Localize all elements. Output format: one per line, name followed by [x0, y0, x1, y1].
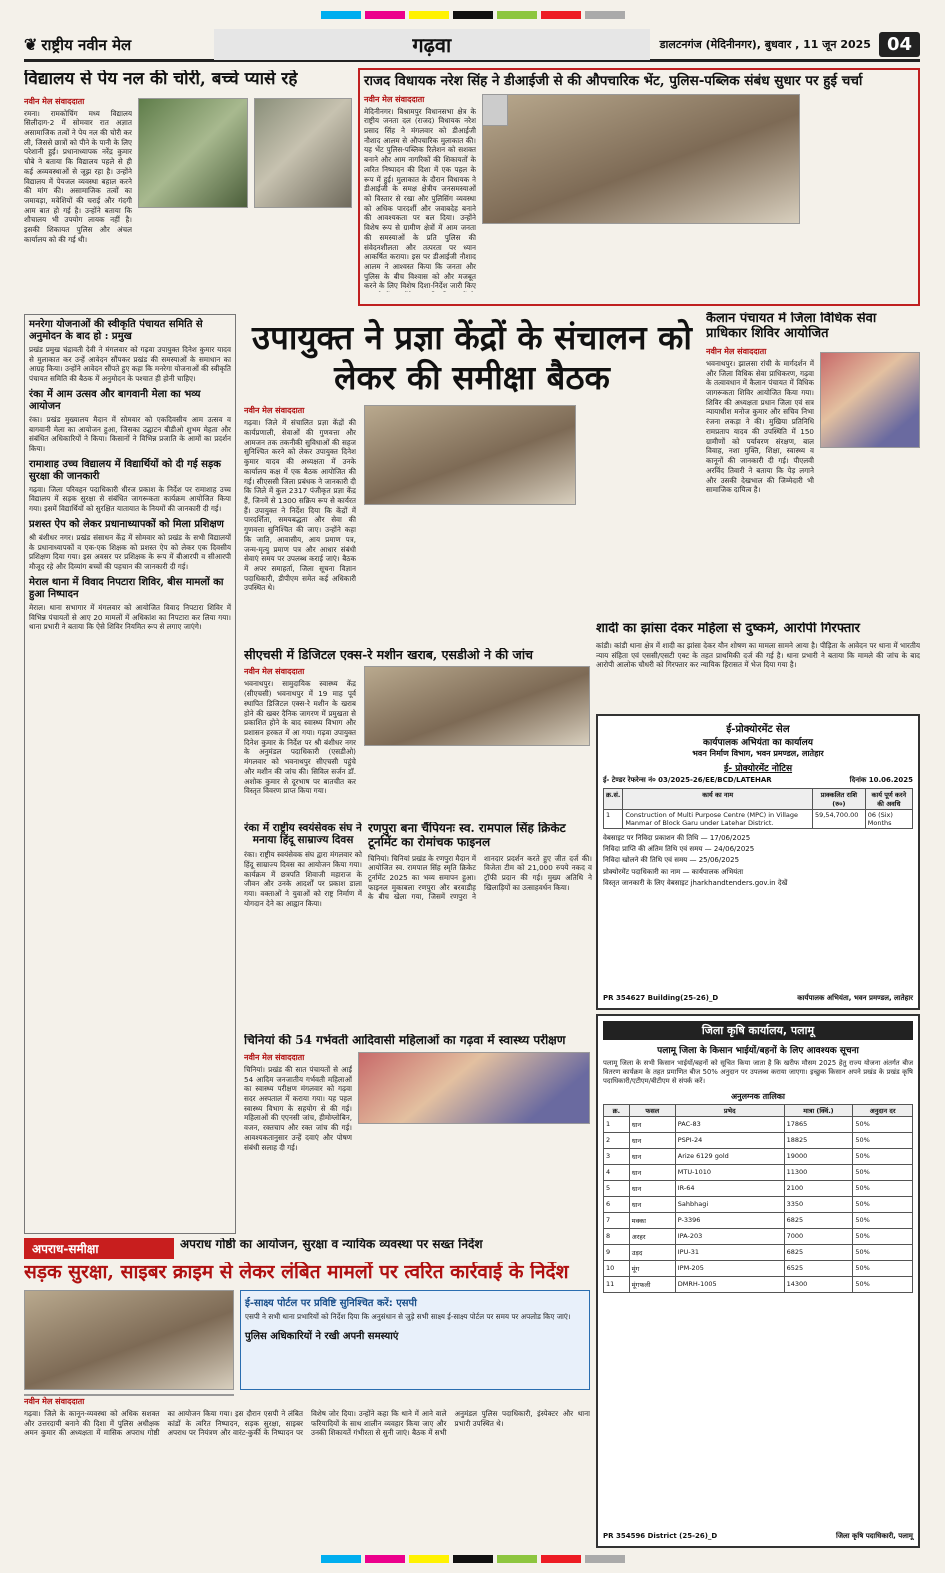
byline: नवीन मेल संवाददाता	[706, 346, 767, 356]
table-cell: धान	[629, 1164, 675, 1180]
table-cell: 50%	[853, 1164, 913, 1180]
crime-meeting-photo-1	[24, 1290, 234, 1390]
left-column-briefs	[24, 314, 236, 1234]
article-body: गढ़वा। जिले के कानून-व्यवस्था को अधिक सशक्त और उत्तरदायी बनाने की दिशा में पुलिस अधीक्षक अमन कुमार की अध्यक्षता में मासिक अपराध गोष्ठी का आयोजन किया गया। इस दौरान एसपी ने लंबित कांडों के त्वरित निष्पादन, सड़क सुरक्षा, साइबर अपराध पर नियंत्रण और वारंट-कुर्की के निष्पादन पर विशेष जोर दिया। उन्होंने कहा कि थाने में आने वाले फरियादियों के साथ शालीन व्यवहार किया जाए और उनकी शिकायतें गंभीरता से सुनी जाएं। बैठक में सभी अनुमंडल पुलिस पदाधिकारी, इंस्पेक्टर और थाना प्रभारी उपस्थित थे।	[24, 1408, 590, 1438]
table-cell: 11	[604, 1276, 630, 1292]
table-cell: 4	[604, 1164, 630, 1180]
headline: विद्यालय से पेय नल की चोरी, बच्चे प्यासे रहे	[24, 70, 298, 89]
brief-headline: प्रशस्त ऐप को लेकर प्रधानाध्यापकों को मिला प्रशिक्षण	[29, 518, 224, 530]
byline: नवीन मेल संवाददाता	[244, 1052, 305, 1062]
table-row	[604, 1148, 913, 1164]
table-row	[604, 1276, 913, 1292]
article-rss-hindu-samrajya	[244, 822, 362, 1032]
tender-work: Construction of Multi Purpose Centre (MPC) in Village Manmar of Block Garu under Latehar District.	[623, 810, 813, 829]
table-row	[604, 1228, 913, 1244]
table-cell: PAC-83	[675, 1116, 784, 1132]
agri-header: प्रभेद	[675, 1104, 784, 1116]
article-xray-machine	[244, 648, 590, 818]
agri-header: फसल	[629, 1104, 675, 1116]
brief-headline: मनरेगा योजनाओं की स्वीकृति पंचायत समिति से अनुमोदन के बाद हो : प्रमुख	[29, 319, 203, 342]
masthead	[24, 30, 920, 62]
table-cell: मूंगफली	[629, 1276, 675, 1292]
agri-title: पलामू जिला के किसान भाईयों/बहनों के लिए आवश्यक सूचना	[657, 1046, 859, 1056]
article-mla-dig-meeting	[358, 68, 920, 306]
agri-pr: PR 354596 District (25-26)_D	[603, 1532, 718, 1540]
tender-office: कार्यपालक अभियंता का कार्यालय	[703, 738, 813, 748]
tender-line: प्रोक्योरमेंट पदाधिकारी का नाम — कार्यपालक अभियंता	[603, 867, 744, 876]
table-cell: 19000	[784, 1148, 853, 1164]
topline-headline: अपराध गोष्ठी का आयोजन, सुरक्षा व न्यायिक व्यवस्था पर सख्त निर्देश	[180, 1238, 483, 1251]
brief-headline: रामाशाह उच्च विद्यालय में विद्यार्थियों को दी गई सड़क सुरक्षा की जानकारी	[29, 458, 221, 482]
agri-header: अनुदान दर	[853, 1104, 913, 1116]
byline: नवीन मेल संवाददाता	[24, 96, 85, 106]
agri-table-title: अनुलग्नक तालिका	[731, 1091, 785, 1101]
table-cell: IPA-203	[675, 1228, 784, 1244]
brief-headline: मेराल थाना में विवाद निपटारा शिविर, बीस मामलों का हुआ निष्पादन	[29, 576, 224, 600]
table-cell: 6825	[784, 1212, 853, 1228]
article-body: भवनाथपुर। सामुदायिक स्वास्थ्य केंद्र (सीएचसी) भवनाथपुर में 19 माह पूर्व स्थापित डिजिटल एक्स-रे मशीन के खराब होने की खबर दैनिक जागरण में प्रमुखता से प्रकाशित होने के बाद स्वास्थ्य विभाग और प्रशासन हरकत में आ गया। गढ़वा उपायुक्त दिनेश कुमार के निर्देश पर श्री बंशीधर नगर के अनुमंडल पदाधिकारी (एसडीओ) मंगलवार को भवनाथपुर सीएचसी पहुंचे और मशीन की जांच की। सिविल सर्जन डॉ. अशोक कुमार से दूरभाष पर बातचीत कर विस्तृत विवरण प्राप्त किया गया।	[244, 679, 356, 796]
table-cell: 50%	[853, 1132, 913, 1148]
table-cell: मूंग	[629, 1260, 675, 1276]
table-cell: Sahbhagi	[675, 1196, 784, 1212]
agri-header: मात्रा (क्विं.)	[784, 1104, 853, 1116]
article-side-note	[806, 94, 916, 289]
table-cell: DMRH-1005	[675, 1276, 784, 1292]
table-cell: 10	[604, 1260, 630, 1276]
brand	[24, 35, 204, 55]
table-cell: 6525	[784, 1260, 853, 1276]
box-text: एसपी ने सभी थाना प्रभारियों को निर्देश दिया कि अनुसंधान से जुड़े सभी साक्ष्य ई-साक्ष्य पोर्टल पर समय पर अपलोड किए जाएं।	[245, 1311, 571, 1321]
agri-table	[603, 1104, 913, 1293]
byline: नवीन मेल संवाददाता	[364, 94, 425, 104]
table-cell: IPU-31	[675, 1244, 784, 1260]
quote-title: पुलिस अधिकारियों ने रखी अपनी समस्याएं	[245, 1330, 399, 1342]
headline: कैलान पंचायत में जिला विधिक सेवा प्राधिकार शिविर आयोजित	[706, 312, 877, 341]
table-row	[604, 1132, 913, 1148]
bird-logo-icon: ❦	[24, 35, 38, 54]
tender-sn: 1	[604, 810, 623, 829]
table-cell: उड़द	[629, 1244, 675, 1260]
article-crime-review	[24, 1262, 590, 1546]
tender-table	[603, 788, 913, 829]
tender-line: विस्तृत जानकारी के लिए वेबसाइट jharkhandtenders.gov.in देखें	[603, 878, 788, 887]
box-title: ई-साक्ष्य पोर्टल पर प्रविष्टि सुनिश्चित करें: एसपी	[245, 1297, 417, 1309]
headline: शादी का झांसा देकर महिला से दुष्कर्म, आरोपी गिरफ्तार	[596, 622, 860, 636]
brief-body: गढ़वा। जिला परिवहन पदाधिकारी धीरज प्रकाश के निर्देश पर रामाशाह उच्च विद्यालय में सड़क सुरक्षा से संबंधित जागरूकता कार्यक्रम आयोजित किया गया। इसमें विद्यार्थियों को सुरक्षित यातायात के नियमों की जानकारी दी गई।	[29, 484, 231, 514]
esakshya-box	[240, 1290, 590, 1390]
table-cell: 3	[604, 1148, 630, 1164]
section-title: गढ़वा	[214, 29, 650, 60]
tender-cost: 59,54,700.00	[813, 810, 866, 829]
tender-ref: ई- टेण्डर रेफरेन्स नं० 03/2025-26/EE/BCD/LATEHAR	[603, 776, 772, 784]
table-cell: 9	[604, 1244, 630, 1260]
table-cell: 18825	[784, 1132, 853, 1148]
table-cell: 14300	[784, 1276, 853, 1292]
table-cell: 3350	[784, 1196, 853, 1212]
table-cell: धान	[629, 1132, 675, 1148]
crime-topline	[180, 1238, 590, 1258]
table-row	[604, 1260, 913, 1276]
table-cell: 50%	[853, 1228, 913, 1244]
table-cell: धान	[629, 1116, 675, 1132]
broken-tap-photo	[254, 98, 352, 208]
registration-bar-top	[0, 8, 945, 22]
table-cell: 1	[604, 1116, 630, 1132]
article-pragya-kendra-review	[244, 318, 700, 648]
brief-headline: रंका में आम उत्सव और बागवानी मेला का भव्य आयोजन	[29, 388, 201, 412]
article-body-cont	[584, 405, 700, 620]
health-checkup-photo	[358, 1052, 590, 1124]
tender-date: दिनांक 10.06.2025	[849, 776, 913, 784]
tender-details	[603, 833, 913, 889]
article-cricket-final	[368, 822, 592, 1032]
brief-body: प्रखंड प्रमुख चंद्रावती देवी ने मंगलवार को गढ़वा उपायुक्त दिनेश कुमार यादव से मुलाकात कर उन्हें आवेदन सौंपकर प्रखंड की समस्याओं के समाधान का आग्रह किया। उन्होंने आवेदन सौंपते हुए कहा कि मनरेगा योजनाओं की स्वीकृति पंचायत समिति की बैठक में अनुमोदन के पश्चात ही होनी चाहिए।	[29, 345, 231, 384]
school-photo	[138, 98, 248, 208]
crime-review-label: अपराध-समीक्षा	[24, 1238, 174, 1259]
tender-cell: ई-प्रोक्योरमेंट सेल	[726, 724, 790, 735]
article-school-tap-theft	[24, 70, 352, 312]
headline: सड़क सुरक्षा, साइबर क्राइम से लेकर लंबित मामलों पर त्वरित कार्रवाई के निर्देश	[24, 1262, 569, 1283]
table-cell: 2	[604, 1132, 630, 1148]
headline: सीएचसी में डिजिटल एक्स-रे मशीन खराब, एसडीओ ने की जांच	[244, 648, 533, 662]
brief-body: श्री बंशीधर नगर। प्रखंड संसाधन केंद्र में सोमवार को प्रखंड के सभी विद्यालयों के प्रधानाध्यापकों व एक-एक शिक्षक को प्रशस्त ऐप को लेकर एक दिवसीय प्रशिक्षण दिया गया। इस अवसर पर प्रशिक्षक के रूप में बीआरपी व सीआरपी मौजूद रहे और दिव्यांग बच्चों की पहचान की जानकारी दी गई।	[29, 532, 231, 572]
article-pregnant-women-checkup	[244, 1034, 590, 1232]
table-cell: 50%	[853, 1116, 913, 1132]
byline: नवीन मेल संवाददाता	[244, 667, 305, 677]
xray-inspection-photo	[364, 666, 590, 746]
table-cell: 11300	[784, 1164, 853, 1180]
tender-line: निविदा प्राप्ति की अंतिम तिथि एवं समय — 24/06/2025	[603, 845, 755, 854]
article-body: रंका। राष्ट्रीय स्वयंसेवक संघ द्वारा मंगलवार को हिंदू साम्राज्य दिवस का आयोजन किया गया। कार्यक्रम में छत्रपति शिवाजी महाराज के जीवन और उनके आदर्शों पर प्रकाश डाला गया। वक्ताओं ने युवाओं को राष्ट्र निर्माण में योगदान देने का आह्वान किया।	[244, 850, 362, 908]
article-body: गढ़वा। जिले में संचालित प्रज्ञा केंद्रों की कार्यप्रणाली, सेवाओं की गुणवत्ता और आमजन तक तकनीकी सुविधाओं की सहज सुनिश्चित करने को लेकर उपायुक्त दिनेश कुमार यादव की अध्यक्षता में उनके कार्यालय कक्ष में एक बैठक आयोजित की गई। सीएससी जिला प्रबंधक ने जानकारी दी कि जिले में कुल 2317 पंजीकृत प्रज्ञा केंद्र हैं, जिनमें से 1300 सक्रिय रूप से कार्यरत हैं। उपायुक्त ने निर्देश दिया कि केंद्रों में पारदर्शिता, समयबद्धता और सेवा की गुणवत्ता सुनिश्चित की जाए। उन्होंने कहा कि जाति, आवासीय, आय प्रमाण पत्र, जन्म-मृत्यु प्रमाण पत्र और आधार संबंधी सेवाएं समय पर उपलब्ध कराई जाएं। बैठक में अपर समाहर्ता, जिला सूचना विज्ञान पदाधिकारी, डीपीएम समेत कई अधिकारी उपस्थित थे।	[244, 418, 356, 593]
legal-camp-photo	[820, 352, 920, 448]
article-body: चिनियां। प्रखंड की सात पंचायतों से आईं 54 आदिम जनजातीय गर्भवती महिलाओं का स्वास्थ्य परीक्षण मंगलवार को गढ़वा सदर अस्पताल में कराया गया। यह पहल स्वास्थ्य विभाग के सहयोग से की गई। महिलाओं की एएनसी जांच, हीमोग्लोबिन, वजन, रक्तचाप और रक्त जांच की गई। आवश्यकतानुसार उन्हें दवाएं और पोषण संबंधी सलाह दी गई।	[244, 1064, 352, 1152]
agriculture-notice	[596, 1014, 920, 1548]
tender-dept: भवन निर्माण विभाग, भवन प्रमण्डल, लातेहार	[692, 749, 824, 758]
article-body: कांडी। कांडी थाना क्षेत्र में शादी का झांसा देकर यौन शोषण का मामला सामने आया है। पीड़िता के आवेदन पर थाना में भारतीय न्याय संहिता एवं एससी/एसटी एक्ट के तहत प्राथमिकी दर्ज की गई है। थाना प्रभारी ने बताया कि मामले की जांच के बाद आरोपी आलोक चौधरी को गिरफ्तार कर न्यायिक हिरासत में भेज दिया गया है।	[596, 640, 920, 670]
table-cell: PSPI-24	[675, 1132, 784, 1148]
article-marriage-fraud-arrest	[596, 622, 920, 710]
table-row	[604, 1244, 913, 1260]
tender-notice-title: ई- प्रोक्योरमेंट नोटिस	[723, 764, 793, 774]
table-cell: 50%	[853, 1196, 913, 1212]
review-meeting-photo	[364, 405, 576, 505]
table-cell: 5	[604, 1180, 630, 1196]
headline: रणपुरा बना चैंपियनः स्व. रामपाल सिंह क्रिकेट टूर्नामेंट का रोमांचक फाइनल	[368, 822, 566, 849]
tender-line: वेबसाइट पर निविदा प्रकाशन की तिथि — 17/06/2025	[603, 834, 751, 842]
main-headline: उपायुक्त ने प्रज्ञा केंद्रों के संचालन को लेकर की समीक्षा बैठक	[252, 318, 692, 397]
table-cell: 50%	[853, 1148, 913, 1164]
table-cell: MTU-1010	[675, 1164, 784, 1180]
tender-line: निविदा खोलने की तिथि एवं समय — 25/06/2025	[603, 856, 740, 865]
table-cell: 50%	[853, 1180, 913, 1196]
tender-header: कार्य पूर्ण करने की अवधि	[865, 789, 912, 810]
brief-body: रंका। प्रखंड मुख्यालय मैदान में सोमवार को एकदिवसीय आम उत्सव व बागवानी मेला का आयोजन हुआ, जिसका उद्घाटन बीडीओ शुभम मेहता और संबंधित अधिकारियों ने किया। किसानों ने विभिन्न प्रजाति के आमों का प्रदर्शन किया।	[29, 414, 231, 454]
table-cell: धान	[629, 1196, 675, 1212]
table-cell: 50%	[853, 1260, 913, 1276]
article-body: रमना। रामकोचिंग मध्य विद्यालय सिलीदाग-2 में सोमवार रात अज्ञात असामाजिक तत्वों ने पेय नल की चोरी कर ली, जिससे छात्रों को पीने के पानी के लिए परेशानी हुई। प्रधानाध्यापक नरेंद्र कुमार चौबे ने बताया कि विद्यालय पहले से ही कई अव्यवस्थाओं से जूझ रहा है। उन्होंने विद्यालय में पेयजल व्यवस्था बहाल करने की मांग की। असामाजिक तत्वों का जमावड़ा, मवेशियों की चराई और गंदगी आम बात हो गई है। उन्होंने बताया कि शौचालय भी उपयोग लायक नहीं है। इसकी शिकायत पुलिस और अंचल कार्यालय को की गई थी।	[24, 108, 132, 244]
table-row	[604, 1180, 913, 1196]
brand-name: राष्ट्रीय नवीन मेल	[41, 35, 132, 54]
tender-header: कार्य का नाम	[623, 789, 813, 810]
agri-header: क्र.	[604, 1104, 630, 1116]
brief-body: मेराल। थाना सभागार में मंगलवार को आयोजित विवाद निपटारा शिविर में विभिन्न पंचायतों से आए 20 मामलों में अधिकांश का निपटारा कर लिया गया। थाना प्रभारी ने बताया कि ऐसे शिविर नियमित रूप से लगाए जाएंगे।	[29, 602, 231, 632]
headline: राजद विधायक नरेश सिंह ने डीआईजी से की औपचारिक भेंट, पुलिस-पब्लिक संबंध सुधार पर हुई चर्चा	[364, 73, 863, 89]
table-cell: 6	[604, 1196, 630, 1212]
table-cell: धान	[629, 1148, 675, 1164]
table-cell: धान	[629, 1180, 675, 1196]
table-cell: 50%	[853, 1276, 913, 1292]
table-cell: 7	[604, 1212, 630, 1228]
table-cell: 50%	[853, 1212, 913, 1228]
dig-meeting-photo	[482, 94, 800, 224]
tender-header: प्राक्कलित राशि (रु०)	[813, 789, 866, 810]
table-row	[604, 1116, 913, 1132]
table-row	[604, 1164, 913, 1180]
agri-sign: जिला कृषि पदाधिकारी, पलामू	[836, 1532, 913, 1540]
agri-body: पलामू जिला के सभी किसान भाईयों/बहनों को सूचित किया जाता है कि खरीफ मौसम 2025 हेतु राज्य योजना अंतर्गत बीज वितरण कार्यक्रम के तहत प्रमाणित बीज 50% अनुदान पर उपलब्ध कराया जाएगा। इच्छुक किसान अपने प्रखंड के प्रखंड कृषि पदाधिकारी/एटीएम/बीटीएम से संपर्क करें।	[603, 1059, 913, 1086]
table-cell: 7000	[784, 1228, 853, 1244]
dateline: डालटनगंज (मेदिनीनगर), बुधवार , 11 जून 2025	[659, 38, 871, 51]
registration-bar-bottom	[0, 1552, 945, 1566]
article-body: मेदिनीनगर। विश्रामपुर विधानसभा क्षेत्र के राष्ट्रीय जनता दल (राजद) विधायक नरेश प्रसाद सिंह ने मंगलवार को डीआईजी नौशाद आलम से औपचारिक मुलाकात की। यह भेंट पुलिस-पब्लिक रिलेशन को सशक्त बनाने और आम नागरिकों की शिकायतों के त्वरित निष्पादन की दिशा में एक पहल के रूप में हुई। मुलाकात के दौरान विधायक ने डीआईजी के समक्ष क्षेत्रीय जनसमस्याओं को विस्तार से रखा और पुलिसिंग व्यवस्था को अधिक पारदर्शी और जवाबदेह बनाने की आवश्यकता पर बल दिया। उन्होंने विशेष रूप से ग्रामीण क्षेत्रों में आम जनता की समस्याओं के प्रति पुलिस की संवेदनशीलता और तत्परता पर ध्यान आकर्षित कराया। इस पर डीआईजी नौशाद आलम ने आश्वस्त किया कि जनता और पुलिस के बीच विश्वास को और मजबूत करने के लिए विशेष दिशा-निर्देश जारी किए	[364, 106, 476, 291]
article-legal-camp	[706, 312, 920, 617]
table-row	[604, 1212, 913, 1228]
table-cell: P-3396	[675, 1212, 784, 1228]
table-cell: IPM-205	[675, 1260, 784, 1276]
table-cell: मक्का	[629, 1212, 675, 1228]
table-cell: 50%	[853, 1244, 913, 1260]
byline: नवीन मेल संवाददाता	[24, 1396, 85, 1406]
table-cell: 8	[604, 1228, 630, 1244]
table-cell: Arize 6129 gold	[675, 1148, 784, 1164]
mla-portrait-photo	[482, 94, 508, 126]
page-number: 04	[879, 32, 920, 57]
tender-notice	[596, 714, 920, 1010]
table-row	[604, 1196, 913, 1212]
table-cell: IR-64	[675, 1180, 784, 1196]
table-cell: 6825	[784, 1244, 853, 1260]
tender-pr: PR 354627 Building(25-26)_D	[603, 994, 719, 1002]
table-cell: 17865	[784, 1116, 853, 1132]
tender-sign: कार्यपालक अभियंता, भवन प्रमण्डल, लातेहार	[797, 994, 913, 1002]
tender-header: क्र.सं.	[604, 789, 623, 810]
agri-office: जिला कृषि कार्यालय, पलामू	[603, 1021, 913, 1040]
article-body: चिनियां। चिनियां प्रखंड के रणपुरा मैदान में आयोजित स्व. रामपाल सिंह स्मृति क्रिकेट टूर्नामेंट 2025 का भव्य समापन हुआ। फाइनल मुकाबला रणपुरा और बरवाडीह के बीच खेला गया, जिसमें रणपुरा ने शानदार प्रदर्शन करते हुए जीत दर्ज की। विजेता टीम को 21,000 रुपये नकद व ट्रॉफी प्रदान की गई। मुख्य अतिथि ने खिलाड़ियों का उत्साहवर्धन किया।	[368, 853, 592, 902]
headline: चिनियां की 54 गर्भवती आदिवासी महिलाओं का गढ़वा में स्वास्थ्य परीक्षण	[244, 1034, 566, 1047]
byline: नवीन मेल संवाददाता	[244, 406, 305, 416]
tender-period: 06 (Six) Months	[865, 810, 912, 829]
table-cell: 2100	[784, 1180, 853, 1196]
article-body: भवनाथपुर। झालसा रांची के मार्गदर्शन में और जिला विधिक सेवा प्राधिकरण, गढ़वा के तत्वावधान में कैलान पंचायत में विधिक जागरूकता शिविर आयोजित किया गया। शिविर की अध्यक्षता प्रधान जिला एवं सत्र न्यायाधीश मनोज कुमार और सचिव निभा रंजना लकड़ा ने की। मुखिया प्रतिनिधि रामप्रताप यादव की उपस्थिति में 150 ग्रामीणों को पर्यावरण संरक्षण, बाल विवाह, नशा मुक्ति, शिक्षा, स्वास्थ्य व कानूनों की जानकारी दी गई। पीएलवी अरविंद तिवारी ने बताया कि पेड़ लगाने और उसकी देखभाल की जिम्मेदारी भी सामाजिक दायित्व है।	[706, 358, 814, 495]
headline: रंका में राष्ट्रीय स्वयंसेवक संघ ने मनाया हिंदू साम्राज्य दिवस	[244, 822, 362, 847]
table-cell: अरहर	[629, 1228, 675, 1244]
